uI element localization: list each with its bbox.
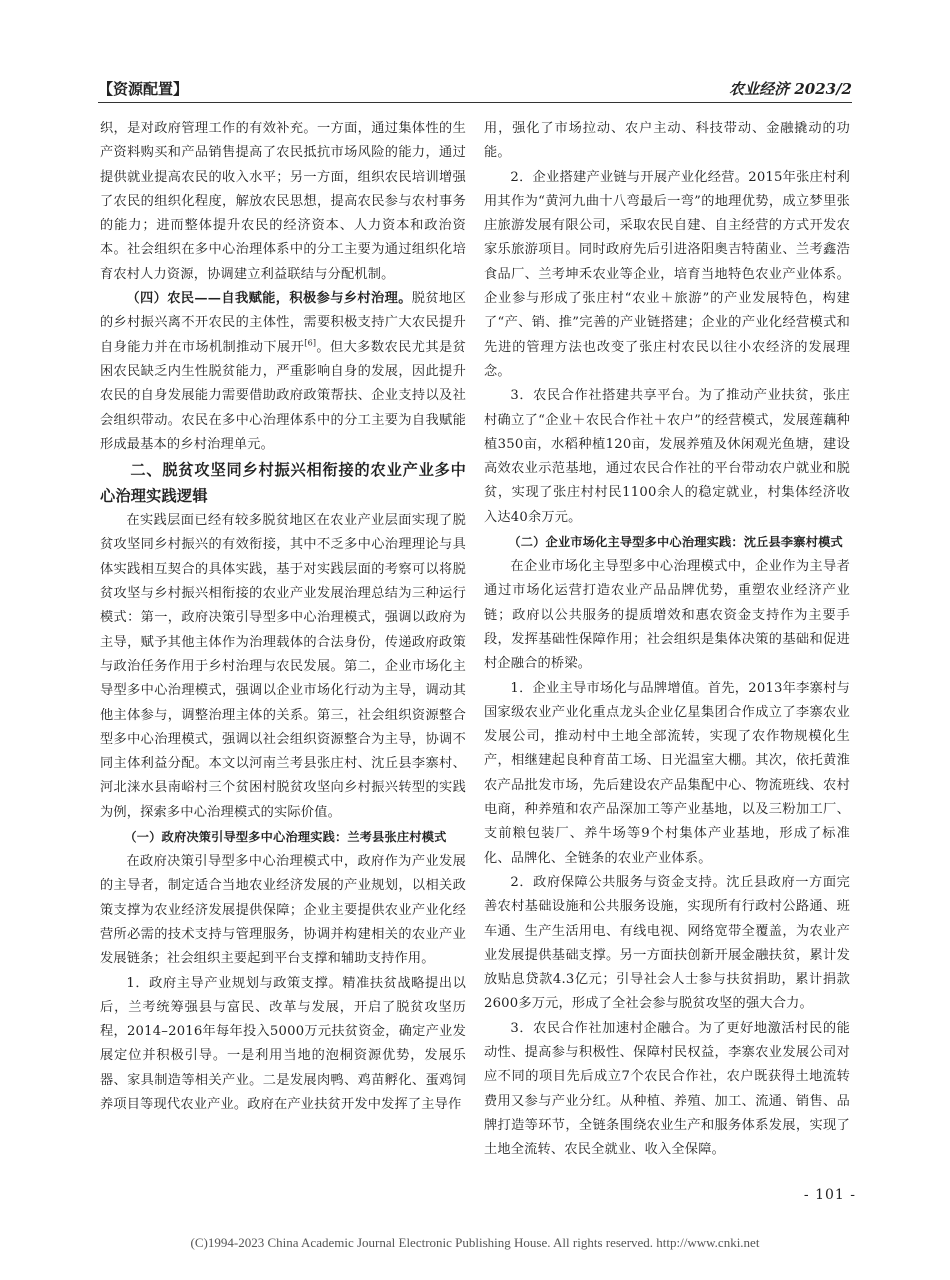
subsection-heading: （二）企业市场化主导型多中心治理实践：沈丘县李寨村模式 <box>508 535 843 550</box>
section-label: 【资源配置】 <box>98 80 189 98</box>
subheading-inline: （四）农民——自我赋能，积极参与乡村治理。 <box>126 291 412 307</box>
paragraph: 3．农民合作社搭建共享平台。为了推动产业扶贫，张庄村确立了“企业＋农民合作社＋农户”的经营模式，发展莲藕种植350亩，水稻种植120亩，发展养殖及休闲观光鱼塘，建设高效农业示范基地，通过农民合作社的平台带动农户就业和脱贫，实现了张庄村村民1100余人的稳定就业，村集体经济收入达40余万元。 <box>484 388 850 525</box>
section-heading: 二、脱贫攻坚同乡村振兴相衔接的农业产业多中心治理实践逻辑 <box>100 461 466 506</box>
left-column <box>100 117 466 1117</box>
copyright-footer: (C)1994-2023 China Academic Journal Electronic Publishing House. All rights reserved. http://www.cnki.net <box>190 1235 760 1250</box>
paragraph-text: 。但大多数农民尤其是贫困农民缺乏内生性脱贫能力，严重影响自身的发展，因此提升农民的自身发展能力需要借助政府政策帮扶、企业支持以及社会组织带动。农民在多中心治理体系中的分工主要为自我赋能形成最基本的乡村治理单元。 <box>100 339 466 452</box>
paragraph-text: 脱贫地区的乡村振兴离不开农民的主体性，需要积极支持广大农民提升自身能力并在市场机制推动下展开 <box>100 291 466 355</box>
subsection-heading: （一）政府决策引导型多中心治理实践：兰考县张庄村模式 <box>124 830 447 845</box>
paragraph: 用，强化了市场拉动、农户主动、科技带动、金融撬动的功能。 <box>484 121 850 161</box>
right-column <box>484 117 850 1162</box>
paragraph: 3．农民合作社加速村企融合。为了更好地激活村民的能动性、提高参与积极性、保障村民权益，李寨农业发展公司对应不同的项目先后成立7个农民合作社，农户既获得土地流转费用又参与产业分红。从种植、养殖、加工、流通、销售、品牌打造等环节，全链条围绕农业生产和服务体系发展，实现了土地全流转、农民全就业、收入全保障。 <box>484 1020 850 1158</box>
paragraph: 2．政府保障公共服务与资金支持。沈丘县政府一方面完善农村基础设施和公共服务设施，实现所有行政村公路通、班车通、生产生活用电、有线电视、网络宽带全覆盖，为农业产业发展提供基础支撑。另一方面扶创新开展金融扶贫，累计发放贴息贷款4.3亿元；引导社会人士参与扶贫捐助，累计捐款2600多万元，形成了全社会参与脱贫攻坚的强大合力。 <box>484 874 850 1012</box>
running-header <box>98 76 852 103</box>
citation-ref: [6] <box>304 338 317 348</box>
paragraph: 在企业市场化主导型多中心治理模式中，企业作为主导者通过市场化运营打造农业产品品牌优势，重塑农业经济产业链；政府以公共服务的提质增效和惠农资金支持作为主要手段，发挥基础性保障作用；社会组织是集体决策的基础和促进村企融合的桥梁。 <box>484 559 850 672</box>
paragraph: 在实践层面已经有较多脱贫地区在农业产业层面实现了脱贫攻坚同乡村振兴的有效衔接，其中不乏多中心治理理论与具体实践相互契合的具体实践，基于对实践层面的考察可以将脱贫攻坚与乡村振兴相衔接的农业产业发展治理总结为三种运行模式：第一，政府决策引导型多中心治理模式，强调以政府为主导，赋予其他主体作为治理载体的合法身份，传递政府政策与政治任务作用于乡村治理与农民发展。第二，企业市场化主导型多中心治理模式，强调以企业市场化行动为主导，调动其他主体参与，调整治理主体的关系。第三，社会组织资源整合型多中心治理模式，强调以社会组织资源整合为主导，协调不同主体利益分配。本文以河南兰考县张庄村、沈丘县李寨村、河北涞水县南峪村三个贫困村脱贫攻坚向乡村振兴转型的实践为例，探索多中心治理模式的实际价值。 <box>100 513 466 820</box>
paragraph: 在政府决策引导型多中心治理模式中，政府作为产业发展的主导者，制定适合当地农业经济发展的产业规划，以相关政策支撑为农业经济发展提供保障；企业主要提供农业产业化经营所必需的技术支持与管理服务，协调并构建相关的农业产业发展链条；社会组织主要起到平台支撑和辅助支持作用。 <box>100 854 466 967</box>
page-number: - 101 - <box>803 1187 856 1203</box>
paragraph <box>100 287 466 457</box>
paragraph: 织，是对政府管理工作的有效补充。一方面，通过集体性的生产资料购买和产品销售提高了农民抵抗市场风险的能力，通过提供就业提高农民的收入水平；另一方面，组织农民培训增强了农民的组织化程度，解放农民思想，提高农民参与农村事务的能力；进而整体提升农民的经济资本、人力资本和政治资本。社会组织在多中心治理体系中的分工主要为通过组织化培育农村人力资源，协调建立利益联结与分配机制。 <box>100 121 466 282</box>
paragraph: 1．企业主导市场化与品牌增值。首先，2013年李寨村与国家级农业产业化重点龙头企业亿星集团合作成立了李寨农业发展公司，推动村中土地全部流转，实现了农作物规模化生产，相继建起良种育苗工场、日光温室大棚。其次，依托黄淮农产品批发市场，先后建设农产品集配中心、物流班线、农村电商，种养殖和农产品深加工等产业基地，以及三粉加工厂、支前粮包装厂、养牛场等9个村集体产业基地，形成了标准化、品牌化、全链条的农业产业体系。 <box>484 680 850 866</box>
paragraph: 2．企业搭建产业链与开展产业化经营。2015年张庄村利用其作为“黄河九曲十八弯最后一弯”的地理优势，成立梦里张庄旅游发展有限公司，采取农民自建、自主经营的方式开发农家乐旅游项目。同时政府先后引进洛阳奥吉特菌业、兰考鑫浩食品厂、兰考坤禾农业等企业，培育当地特色农业产业体系。企业参与形成了张庄村“农业＋旅游”的产业发展特色，构建了“产、销、推”完善的产业链搭建；企业的产业化经营模式和先进的管理方法也改变了张庄村农民以往小农经济的发展理念。 <box>484 169 850 379</box>
journal-issue: 农业经济 2023/2 <box>729 80 852 98</box>
paragraph: 1．政府主导产业规划与政策支撑。精准扶贫战略提出以后，兰考统筹强县与富民、改革与发展，开启了脱贫攻坚历程，2014–2016年每年投入5000万元扶贫资金，确定产业发展定位并积极引导。一是利用当地的泡桐资源优势，发展乐器、家具制造等相关产业。二是发展肉鸭、鸡苗孵化、蛋鸡饲养项目等现代农业产业。政府在产业扶贫开发中发挥了主导作 <box>100 975 466 1112</box>
